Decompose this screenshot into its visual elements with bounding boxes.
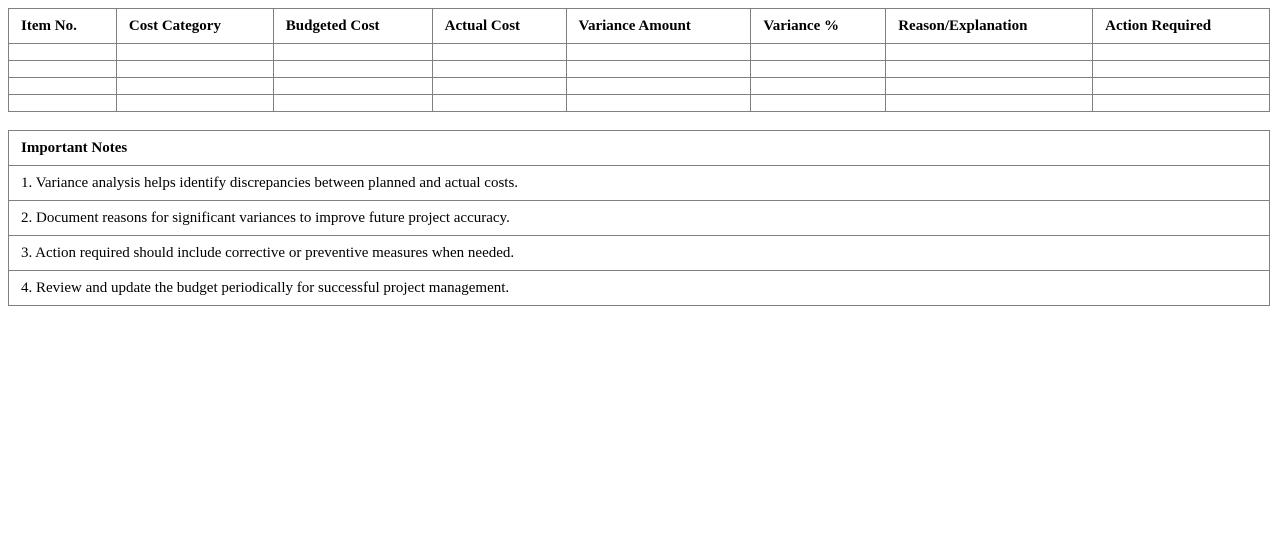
note-item: 3. Action required should include corrective or preventive measures when needed. [9,236,1270,271]
table-cell[interactable] [566,95,751,112]
table-cell[interactable] [432,44,566,61]
table-cell[interactable] [886,95,1093,112]
table-cell[interactable] [432,95,566,112]
cost-variance-table [8,8,1270,112]
header-actual-cost: Actual Cost [432,9,566,44]
table-cell[interactable] [886,78,1093,95]
important-notes-table [8,130,1270,306]
table-cell[interactable] [1093,44,1270,61]
header-row [9,9,1270,44]
table-cell[interactable] [273,95,432,112]
table-cell[interactable] [116,78,273,95]
header-variance-percent: Variance % [751,9,886,44]
table-cell[interactable] [886,44,1093,61]
table-cell[interactable] [9,61,117,78]
notes-title: Important Notes [9,131,1270,166]
table-cell[interactable] [566,44,751,61]
note-item: 4. Review and update the budget periodically for successful project management. [9,271,1270,306]
table-cell[interactable] [9,78,117,95]
table-cell[interactable] [1093,95,1270,112]
table-row [9,95,1270,112]
table-cell[interactable] [751,95,886,112]
table-cell[interactable] [566,78,751,95]
header-item-no: Item No. [9,9,117,44]
table-cell[interactable] [116,61,273,78]
table-cell[interactable] [751,61,886,78]
table-cell[interactable] [273,61,432,78]
table-row [9,78,1270,95]
table-cell[interactable] [566,61,751,78]
header-cost-category: Cost Category [116,9,273,44]
table-cell[interactable] [273,78,432,95]
table-cell[interactable] [116,44,273,61]
table-cell[interactable] [9,95,117,112]
table-cell[interactable] [116,95,273,112]
table-cell[interactable] [1093,61,1270,78]
table-cell[interactable] [432,78,566,95]
table-cell[interactable] [432,61,566,78]
table-row [9,61,1270,78]
table-row [9,44,1270,61]
header-variance-amount: Variance Amount [566,9,751,44]
table-cell[interactable] [886,61,1093,78]
header-action-required: Action Required [1093,9,1270,44]
table-cell[interactable] [9,44,117,61]
header-reason: Reason/Explanation [886,9,1093,44]
table-cell[interactable] [1093,78,1270,95]
table-cell[interactable] [273,44,432,61]
note-item: 2. Document reasons for significant variances to improve future project accuracy. [9,201,1270,236]
header-budgeted-cost: Budgeted Cost [273,9,432,44]
table-cell[interactable] [751,78,886,95]
note-item: 1. Variance analysis helps identify discrepancies between planned and actual costs. [9,166,1270,201]
table-cell[interactable] [751,44,886,61]
